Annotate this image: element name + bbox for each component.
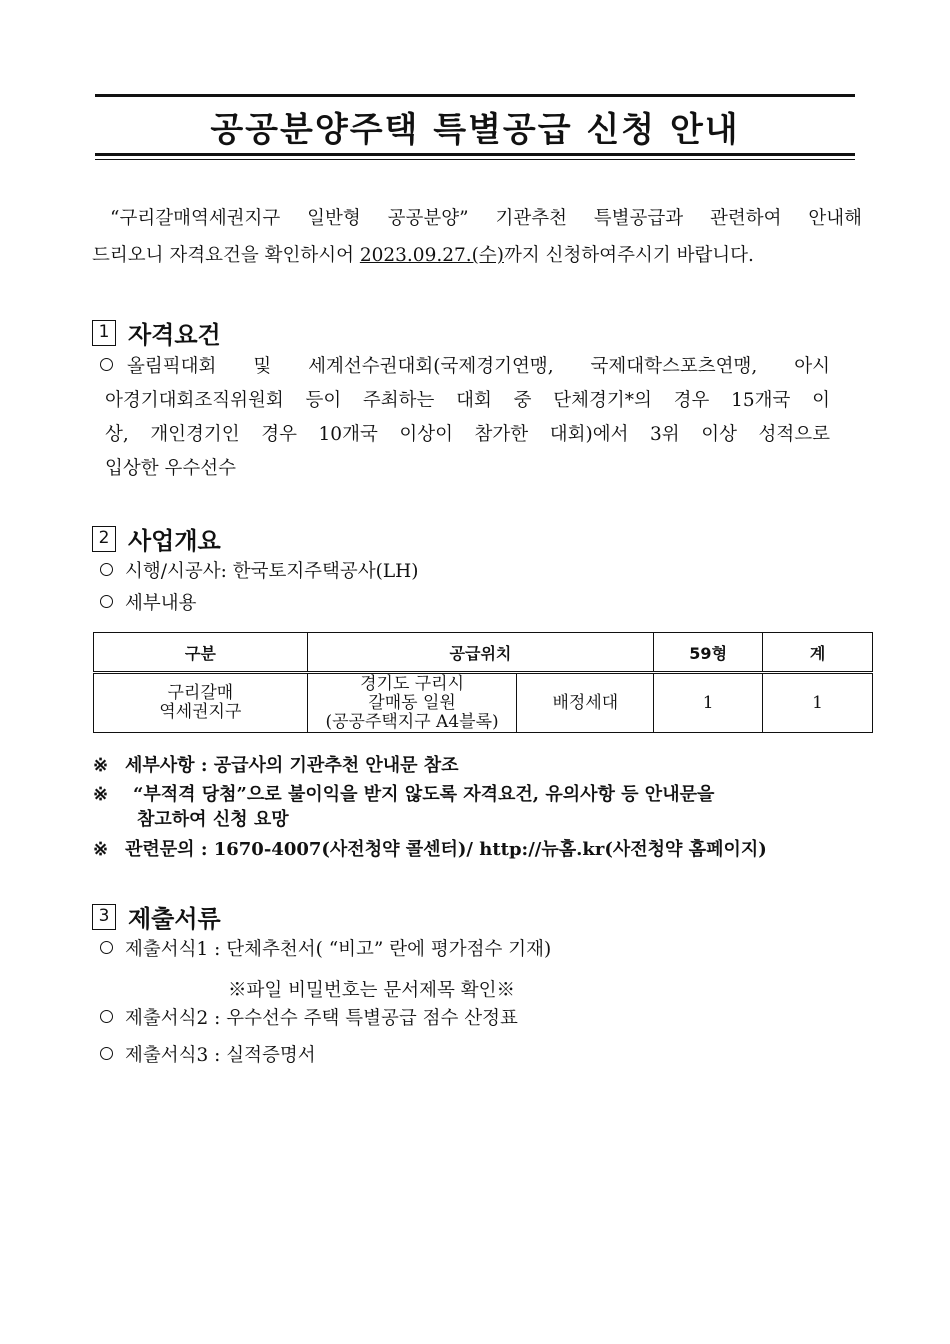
eligibility-line: 아경기대회조직위원회 등이 주최하는 대회 중 단체경기*의 경우 15개국 이	[105, 390, 830, 411]
eligibility-line	[100, 350, 830, 384]
title-bottom-rule	[95, 153, 855, 156]
circle-bullet-icon	[100, 941, 113, 954]
division-line: 역세권지구	[159, 702, 242, 722]
document-form-2	[100, 1004, 518, 1034]
circle-bullet-icon	[100, 1047, 113, 1060]
intro-paragraph	[92, 200, 862, 274]
section-title: 제출서류	[128, 905, 221, 933]
note-warning	[93, 781, 714, 809]
document-form-3	[100, 1041, 316, 1071]
note-text: “부적격 당첨”으로 불이익을 받지 않도록 자격요건, 유의사항 등 안내문을	[133, 784, 715, 805]
document-text: 제출서식3 : 실적증명서	[125, 1045, 316, 1066]
cell-total: 1	[763, 673, 873, 733]
password-note: ※파일 비밀번호는 문서제목 확인※	[228, 980, 515, 1001]
title-bottom-thin-rule	[95, 159, 855, 160]
reference-mark: ※	[93, 784, 109, 805]
note-warning-cont	[137, 806, 289, 834]
circle-bullet-icon	[100, 358, 113, 371]
intro-line-1: “구리갈매역세권지구 일반형 공공분양” 기관추천 특별공급과 관련하여 안내해	[110, 208, 862, 229]
division-line: 구리갈매	[167, 683, 234, 703]
section-number-box: 1	[92, 320, 116, 346]
circle-bullet-icon	[100, 563, 113, 576]
note-text: 세부사항 : 공급사의 기관추천 안내문 참조	[125, 755, 459, 776]
document-text: 제출서식1 : 단체추천서( “비고” 란에 평가점수 기재)	[125, 939, 552, 960]
document-form-1	[100, 935, 551, 965]
section-number-box: 3	[92, 904, 116, 930]
header-location: 공급위치	[307, 633, 654, 673]
note-details	[93, 752, 459, 780]
cell-type59: 1	[654, 673, 763, 733]
table-header-row	[94, 633, 873, 673]
intro-line-2-end: 까지 신청하여주시기 바랍니다.	[503, 245, 754, 266]
intro-line-2-start: 드리오니 자격요건을 확인하시어	[92, 245, 360, 266]
reference-mark: ※	[93, 839, 109, 860]
intro-line-2	[92, 237, 862, 274]
note-text: 참고하여 신청 요망	[137, 809, 289, 830]
eligibility-bullet	[100, 350, 830, 486]
title-top-rule	[95, 94, 855, 97]
page-title: 공공분양주택 특별공급 신청 안내	[210, 110, 740, 150]
operator-text: 시행/시공사: 한국토지주택공사(LH)	[125, 561, 419, 582]
header-total: 계	[763, 633, 873, 673]
reference-mark: ※	[93, 755, 109, 776]
section-title: 사업개요	[128, 527, 221, 555]
location-line: (공공주택지구 A4블록)	[325, 711, 499, 732]
cell-allocation: 배정세대	[517, 673, 654, 733]
section-overview-heading	[92, 521, 221, 556]
details-bullet	[100, 589, 196, 619]
section-eligibility-heading	[92, 315, 221, 350]
eligibility-line: 상, 개인경기인 경우 10개국 이상이 참가한 대회)에서 3위 이상 성적으로	[105, 424, 830, 445]
location-line: 갈매동 일원	[368, 692, 456, 713]
table-row	[94, 673, 873, 733]
supply-table	[93, 632, 873, 733]
section-number-box: 2	[92, 526, 116, 552]
header-type59: 59형	[654, 633, 763, 673]
header-division: 구분	[94, 633, 308, 673]
operator-bullet	[100, 557, 419, 587]
eligibility-text: 올림픽대회 및 세계선수권대회(국제경기연맹, 국제대학스포츠연맹, 아시	[127, 356, 830, 377]
document-text: 제출서식2 : 우수선수 주택 특별공급 점수 산정표	[125, 1008, 518, 1029]
note-text: 관련문의 : 1670-4007(사전청약 콜센터)/ http://뉴홈.kr(사전청약 홈페이지)	[125, 839, 767, 860]
section-documents-heading	[92, 899, 221, 934]
eligibility-line: 입상한 우수선수	[105, 458, 236, 479]
note-inquiry	[93, 836, 767, 864]
cell-division	[94, 673, 308, 733]
cell-location	[307, 673, 517, 733]
circle-bullet-icon	[100, 1010, 113, 1023]
details-label: 세부내용	[125, 593, 197, 614]
deadline-date: 2023.09.27.(수)	[359, 245, 504, 266]
location-line: 경기도 구리시	[360, 673, 465, 694]
section-title: 자격요건	[128, 321, 221, 349]
circle-bullet-icon	[100, 595, 113, 608]
